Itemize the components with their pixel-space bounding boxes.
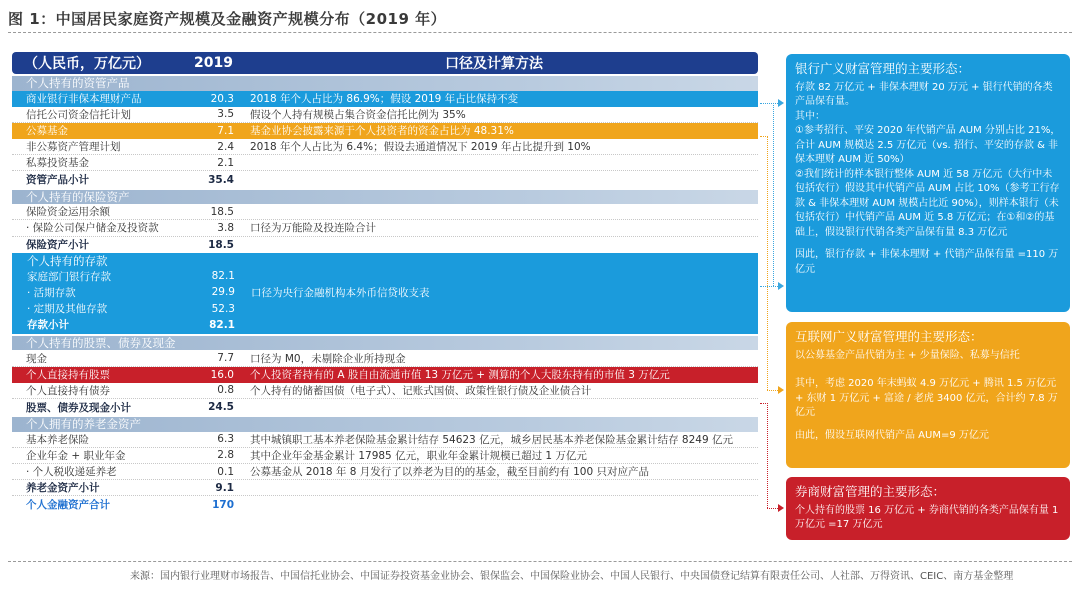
row-note: 基金业协会披露来源于个人投资者的资金占比为 48.31% bbox=[250, 125, 514, 138]
row-note: 口径为 M0，未剔除企业所持现金 bbox=[250, 352, 406, 365]
table-row-subtotal bbox=[12, 480, 758, 496]
section-insurance: 个人持有的保险资产 bbox=[12, 190, 758, 205]
row-value: 35.4 bbox=[208, 173, 234, 186]
panel-internet-wealth bbox=[786, 322, 1070, 468]
row-label: 企业年金 + 职业年金 bbox=[26, 449, 126, 462]
row-value: 0.1 bbox=[217, 465, 234, 478]
row-value: 7.1 bbox=[217, 124, 234, 137]
row-note: 公募基金从 2018 年 8 月发行了以养老为目的的基金，截至目前约有 100 只对应产品 bbox=[250, 466, 649, 479]
row-value: 0.8 bbox=[217, 384, 234, 397]
row-label: · 活期存款 bbox=[27, 286, 76, 299]
row-value: 18.5 bbox=[210, 205, 234, 218]
row-label: 现金 bbox=[26, 352, 47, 365]
arrow-icon bbox=[778, 99, 784, 107]
table-row-subtotal bbox=[12, 237, 758, 253]
row-value: 20.3 bbox=[210, 92, 234, 105]
panel-title: 银行广义财富管理的主要形态： bbox=[795, 61, 971, 76]
table-row-total bbox=[12, 496, 758, 512]
row-label: 私募投资基金 bbox=[26, 157, 89, 170]
panel-title: 互联网广义财富管理的主要形态： bbox=[795, 329, 983, 344]
row-value: 18.5 bbox=[208, 238, 234, 251]
connector-line bbox=[760, 103, 774, 104]
table-row bbox=[13, 301, 757, 317]
row-label: 基本养老保险 bbox=[26, 433, 89, 446]
panel-title: 券商财富管理的主要形态： bbox=[795, 484, 946, 499]
row-value: 82.1 bbox=[211, 270, 235, 283]
arrow-icon bbox=[778, 386, 784, 394]
row-label: 股票、债券及现金小计 bbox=[26, 401, 131, 414]
table-row bbox=[12, 367, 758, 383]
panel-text: 其中，考虑 2020 年末蚂蚁 4.9 万亿元 + 腾讯 1.5 万亿元 + 东财 1 万亿元 + 富途 / 老虎 3400 亿元，合计约 7.8 万亿元 bbox=[795, 378, 1058, 418]
row-label: 个人金融资产合计 bbox=[26, 499, 110, 512]
row-value: 6.3 bbox=[217, 433, 234, 446]
row-value: 3.5 bbox=[217, 108, 234, 121]
table-row bbox=[12, 155, 758, 171]
row-value: 2.8 bbox=[217, 449, 234, 462]
panel-text: 因此，银行存款 + 非保本理财 + 代销产品保有量 =110 万亿元 bbox=[795, 249, 1059, 275]
row-note: 其中城镇职工基本养老保险基金累计结存 54623 亿元，城乡居民基本养老保险基金累计结存 8249 亿元 bbox=[250, 433, 733, 446]
row-value: 24.5 bbox=[208, 401, 234, 414]
row-note: 个人投资者持有的 A 股自由流通市值 13 万亿元 + 测算的个人大股东持有的市值 3 万亿元 bbox=[250, 369, 670, 382]
panel-text: 个人持有的股票 16 万亿元 + 券商代销的各类产品保有量 1 万亿元 =17 万亿元 bbox=[795, 504, 1059, 530]
table-row-subtotal bbox=[12, 399, 758, 415]
panel-text: ②我们统计的样本银行整体 AUM 近 58 万亿元（大行中未包括农行）假设其中代销产品 AUM 占比 10%（参考工行存款 & 非保本理财 AUM 规模占比近 90%），则样本银行（未包括农行）中代销产品 AUM 近 5.8 万亿元；在①和②的基础上，假设银行代销各类产品保有量 8.3 万亿元 bbox=[795, 168, 1060, 238]
row-value: 3.8 bbox=[217, 221, 234, 234]
arrow-icon bbox=[778, 504, 784, 512]
table-row-subtotal bbox=[13, 317, 757, 333]
panel-bank-wealth bbox=[786, 54, 1070, 312]
row-value: 52.3 bbox=[211, 302, 235, 315]
row-label: 商业银行非保本理财产品 bbox=[26, 93, 142, 106]
table-row bbox=[12, 91, 758, 107]
panel-text: 由此，假设互联网代销产品 AUM=9 万亿元 bbox=[795, 429, 989, 441]
row-note: 口径为万能险及投连险合计 bbox=[250, 222, 376, 235]
asset-table bbox=[12, 52, 758, 513]
connector-line bbox=[767, 508, 778, 509]
bottom-divider bbox=[8, 561, 1072, 562]
connector-line bbox=[767, 136, 768, 390]
row-value: 9.1 bbox=[215, 481, 234, 494]
connector-line bbox=[760, 286, 778, 287]
row-value: 16.0 bbox=[210, 368, 234, 381]
row-label: · 保险公司保户储金及投资款 bbox=[26, 222, 159, 235]
row-label: 保险资产小计 bbox=[26, 239, 89, 252]
row-label: 公募基金 bbox=[26, 125, 68, 138]
row-note: 其中企业年金基金累计 17985 亿元，职业年金累计规模已超过 1 万亿元 bbox=[250, 449, 587, 462]
arrow-icon bbox=[778, 282, 784, 290]
row-value: 7.7 bbox=[217, 352, 234, 365]
row-label: 存款小计 bbox=[27, 319, 69, 332]
header-unit: （人民币，万亿元） bbox=[24, 56, 150, 72]
row-label: 个人直接持有债券 bbox=[26, 384, 110, 397]
row-value: 170 bbox=[212, 498, 234, 511]
table-row bbox=[12, 107, 758, 123]
table-row bbox=[12, 350, 758, 366]
row-label: 保险资金运用余额 bbox=[26, 206, 110, 219]
row-note: 2018 年个人占比为 6.4%；假设去通道情况下 2019 年占比提升到 10% bbox=[250, 141, 591, 154]
table-row bbox=[12, 220, 758, 236]
panel-text: 存款 82 万亿元 + 非保本理财 20 万元 + 银行代销的各类产品保有量。 bbox=[795, 81, 1053, 107]
panel-broker-wealth bbox=[786, 477, 1070, 540]
table-row bbox=[12, 123, 758, 139]
table-row bbox=[13, 268, 757, 284]
table-row bbox=[12, 464, 758, 480]
table-row bbox=[12, 448, 758, 464]
figure-title: 图 1：中国居民家庭资产规模及金融资产规模分布（2019 年） bbox=[8, 10, 447, 28]
row-label: 家庭部门银行存款 bbox=[27, 270, 111, 283]
row-value: 29.9 bbox=[211, 286, 235, 299]
section-pension: 个人拥有的养老金资产 bbox=[12, 417, 758, 432]
row-label: 非公募资产管理计划 bbox=[26, 141, 121, 154]
top-divider bbox=[8, 32, 1072, 33]
panel-text: 以公募基金产品代销为主 + 少量保险、私募与信托 bbox=[795, 349, 1020, 361]
row-label: 养老金资产小计 bbox=[26, 482, 100, 495]
section-asset-management: 个人持有的资管产品 bbox=[12, 76, 758, 91]
row-label: 个人直接持有股票 bbox=[26, 369, 110, 382]
table-row bbox=[12, 204, 758, 220]
connector-line bbox=[773, 103, 774, 286]
row-note: 2018 年个人占比为 86.9%；假设 2019 年占比保持不变 bbox=[250, 93, 519, 106]
table-header bbox=[12, 52, 758, 74]
row-label: · 个人税收递延养老 bbox=[26, 466, 117, 479]
row-value: 2.4 bbox=[217, 140, 234, 153]
table-row-subtotal bbox=[12, 171, 758, 187]
connector-line bbox=[767, 403, 768, 508]
table-row bbox=[13, 284, 757, 300]
section-deposits: 个人持有的存款 bbox=[13, 254, 757, 269]
connector-line bbox=[767, 390, 778, 391]
row-value: 2.1 bbox=[217, 156, 234, 169]
header-method: 口径及计算方法 bbox=[445, 56, 543, 72]
row-note: 个人持有的储蓄国债（电子式）、记账式国债、政策性银行债及企业债合计 bbox=[250, 384, 592, 397]
row-note: 口径为央行金融机构本外币信贷收支表 bbox=[251, 286, 430, 299]
panel-text: 其中： bbox=[795, 110, 825, 122]
row-label: 资管产品小计 bbox=[26, 174, 89, 187]
row-label: · 定期及其他存款 bbox=[27, 303, 108, 316]
section-stocks-bonds-cash: 个人持有的股票、债券及现金 bbox=[12, 336, 758, 351]
deposit-group bbox=[12, 253, 758, 334]
table-row bbox=[12, 139, 758, 155]
panel-text: ①参考招行、平安 2020 年代销产品 AUM 分别占比 21%，合计 AUM 规模达 2.5 万亿元（vs. 招行、平安的存款 & 非保本理财 AUM 近 50%） bbox=[795, 125, 1061, 165]
row-label: 信托公司资金信托计划 bbox=[26, 108, 131, 121]
table-row bbox=[12, 432, 758, 448]
table-row bbox=[12, 383, 758, 399]
row-note: 假设个人持有规模占集合资金信托比例为 35% bbox=[250, 108, 466, 121]
connector-line bbox=[773, 103, 778, 104]
source-note: 来源：国内银行业理财市场报告、中国信托业协会、中国证券投资基金业协会、银保监会、中国保险业协会、中国人民银行、中央国债登记结算有限责任公司、人社部、万得资讯、CEIC、南方基金整理 bbox=[130, 571, 1014, 582]
row-value: 82.1 bbox=[209, 318, 235, 331]
header-year: 2019 bbox=[194, 55, 233, 71]
